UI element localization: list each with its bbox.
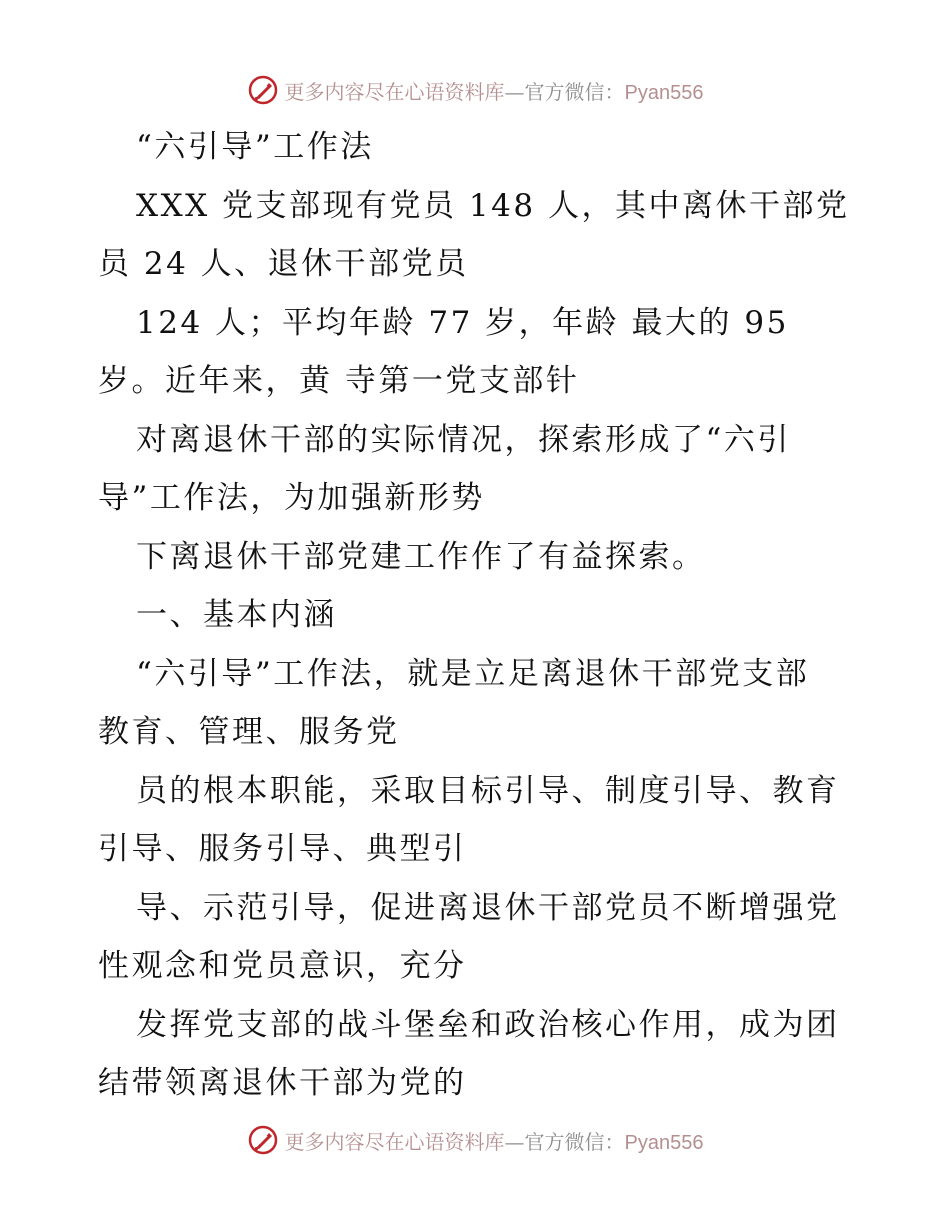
paragraph-line: 引导、服务引导、典型引 <box>98 831 467 867</box>
footer-banner <box>0 1120 950 1160</box>
paragraph-line: 124 人；平均年龄 77 岁，年龄 最大的 95 <box>136 304 789 341</box>
document-body <box>98 118 868 1113</box>
banner-wechat-id: Pyan556 <box>624 81 704 104</box>
document-title: “六引导”工作法 <box>136 129 374 165</box>
paragraph-line: 员 24 人、退休干部党员 <box>98 246 469 282</box>
banner-main-text: 更多内容尽在心语资料库 <box>284 79 505 104</box>
banner-dash: — <box>504 1129 525 1154</box>
banner-dash: — <box>504 79 525 104</box>
paragraph-line: 岁。近年来，黄 寺第一党支部针 <box>98 363 580 399</box>
section-heading: 一、基本内涵 <box>136 597 337 633</box>
banner-text <box>285 76 704 105</box>
paragraph-line: 对离退休干部的实际情况，探索形成了“六引 <box>136 421 791 458</box>
banner-wechat-label: 官方微信： <box>524 1129 625 1154</box>
quill-logo-icon <box>247 74 279 106</box>
paragraph-line: 下离退休干部党建工作作了有益探索。 <box>136 538 706 575</box>
banner-wechat-label: 官方微信： <box>524 79 625 104</box>
header-banner <box>0 70 950 110</box>
banner-text <box>285 1126 704 1155</box>
paragraph-line: 员的根本职能，采取目标引导、制度引导、教育 <box>136 772 840 809</box>
paragraph-line: 结带领离退休干部为党的 <box>98 1065 467 1101</box>
paragraph-line: “六引导”工作法，就是立足离退休干部党支部 <box>136 655 810 692</box>
paragraph-line: 导、示范引导，促进离退休干部党员不断增强党 <box>136 889 840 926</box>
paragraph-line: 教育、管理、服务党 <box>98 714 400 750</box>
paragraph-line: 性观念和党员意识，充分 <box>98 948 467 984</box>
banner-main-text: 更多内容尽在心语资料库 <box>284 1129 505 1154</box>
banner-wechat-id: Pyan556 <box>624 1131 704 1154</box>
paragraph-line: XXX 党支部现有党员 148 人，其中离休干部党 <box>136 187 850 224</box>
paragraph-line: 导”工作法，为加强新形势 <box>98 480 485 516</box>
quill-logo-icon <box>247 1124 279 1156</box>
paragraph-line: 发挥党支部的战斗堡垒和政治核心作用，成为团 <box>136 1006 840 1043</box>
